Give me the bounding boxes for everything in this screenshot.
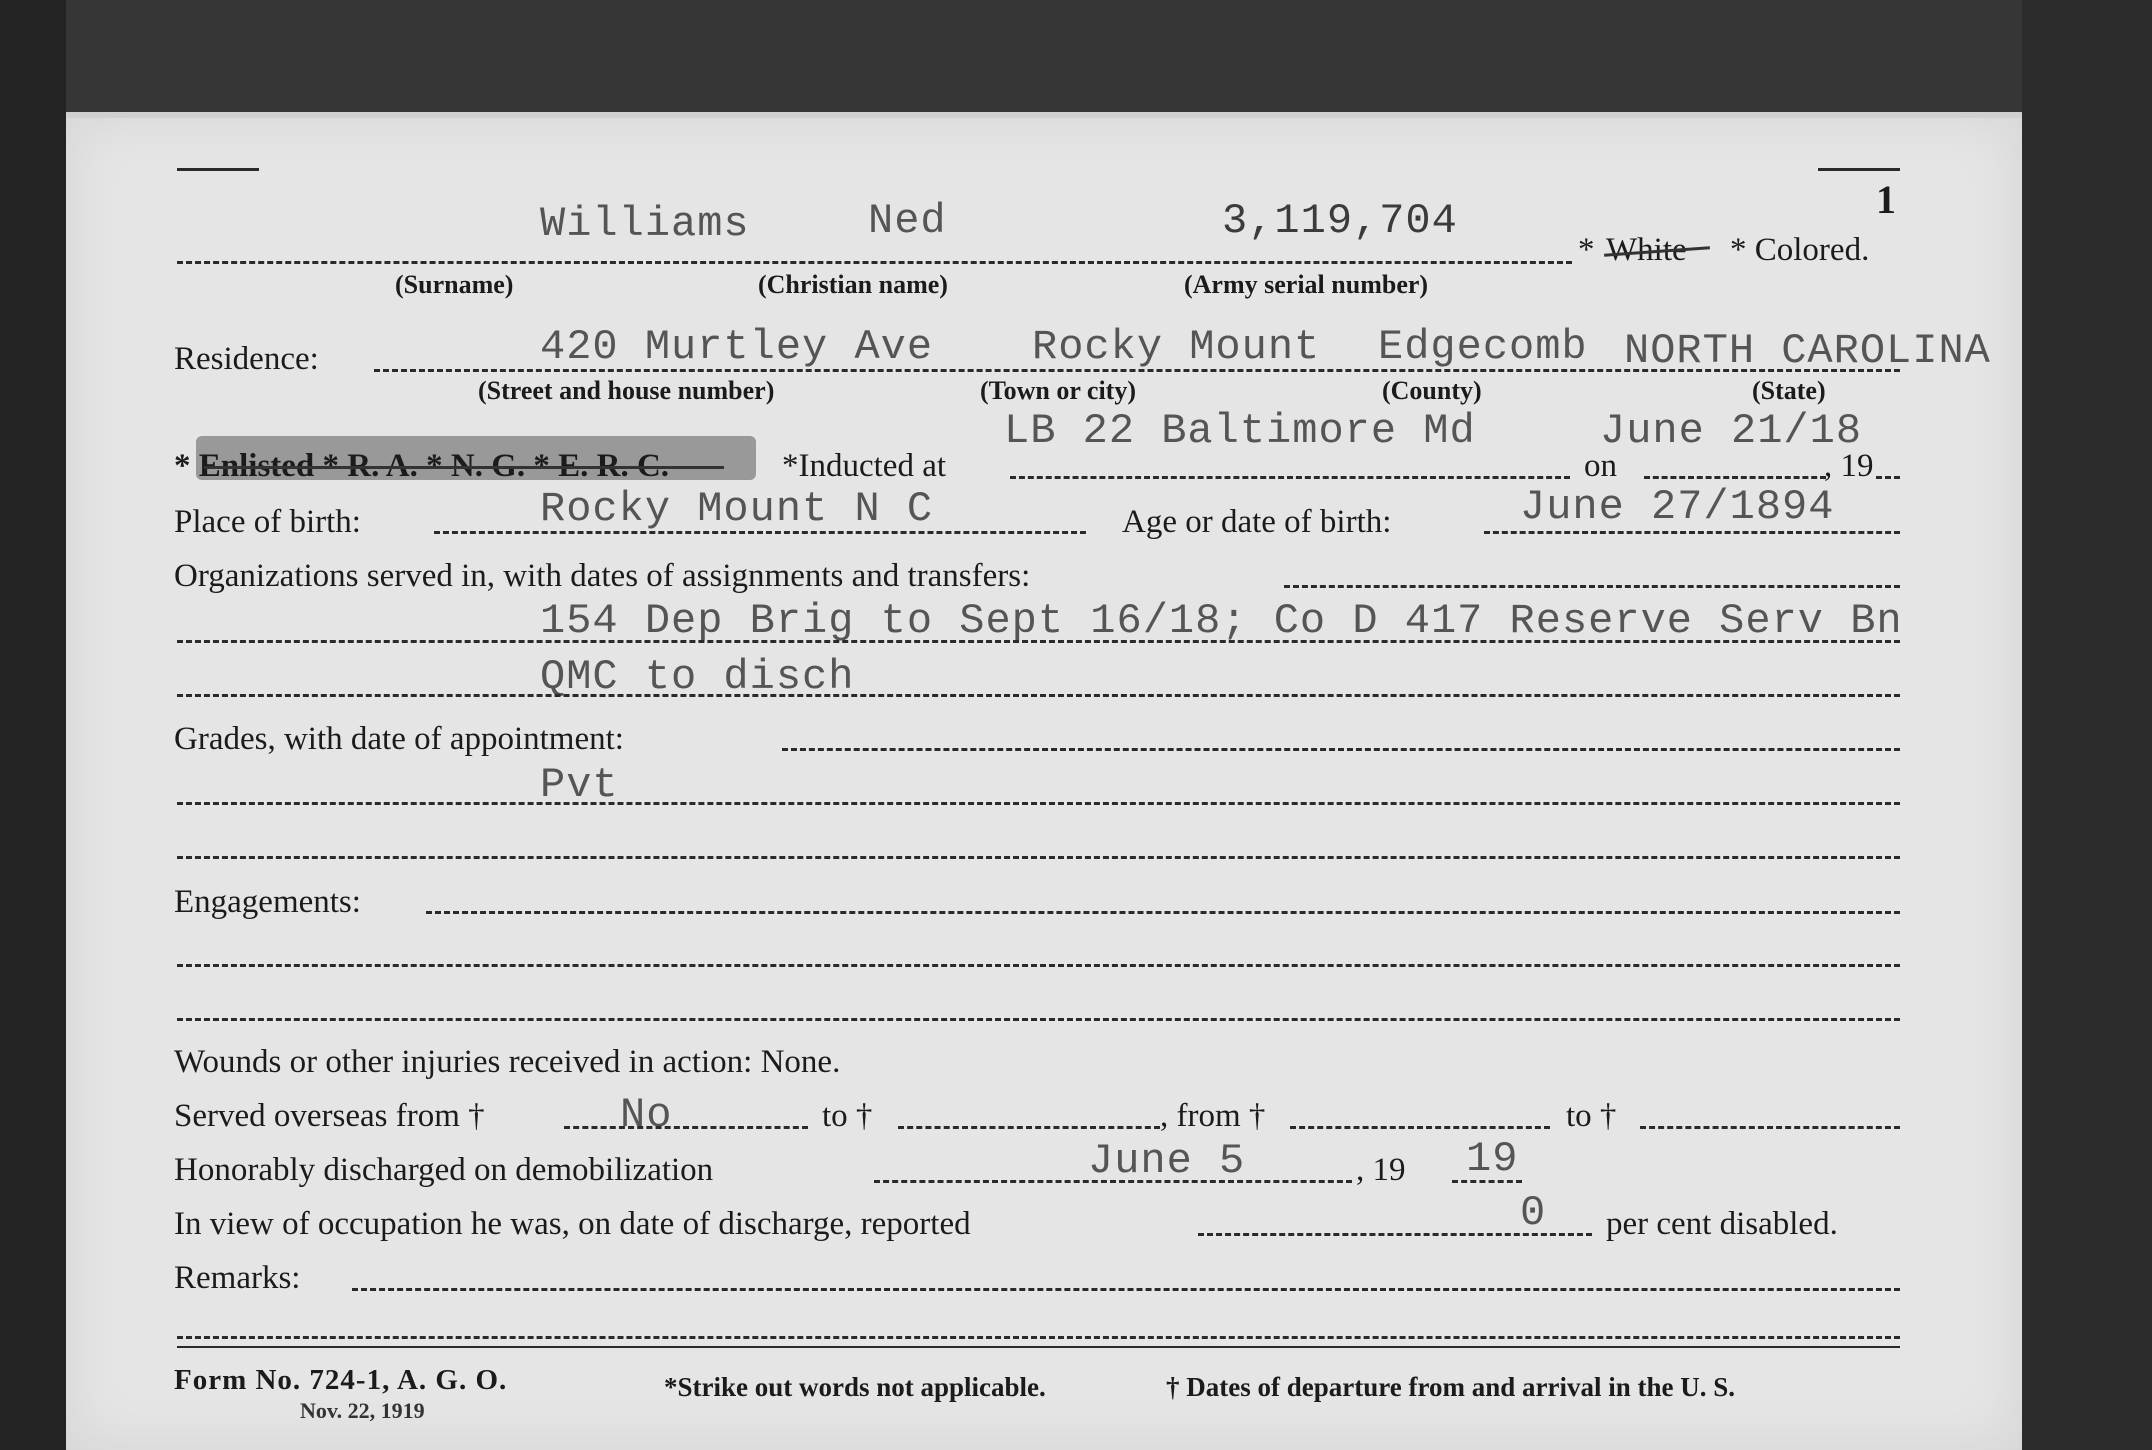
percent-disabled-value: 0	[1520, 1189, 1547, 1237]
scan-background-left	[0, 0, 66, 1450]
induction-year-line	[1876, 476, 1900, 479]
top-left-rule	[177, 168, 259, 171]
inducted-at-label: *Inducted at	[782, 448, 947, 484]
organizations-line-1	[177, 640, 1900, 643]
town-caption: (Town or city)	[980, 376, 1136, 405]
enlistment-strikeout	[204, 466, 724, 469]
scan-background-top	[0, 0, 2152, 112]
christian-name-caption: (Christian name)	[758, 270, 948, 299]
county-value: Edgecomb	[1378, 323, 1588, 371]
place-of-birth-value: Rocky Mount N C	[540, 485, 934, 533]
grades-value: Pvt	[540, 761, 619, 809]
organizations-value-line1: 154 Dep Brig to Sept 16/18; Co D 417 Reserve Serv Bn	[540, 597, 1903, 645]
state-caption: (State)	[1752, 376, 1826, 405]
organizations-label: Organizations served in, with dates of assignments and transfers:	[174, 558, 1031, 594]
engagements-line-2	[177, 1018, 1900, 1021]
grades-line-1	[177, 802, 1900, 805]
white-star: *	[1578, 232, 1595, 268]
form-number: Form No. 724-1, A. G. O.	[174, 1364, 508, 1396]
white-label: White	[1606, 232, 1687, 268]
overseas-to2-line	[1640, 1126, 1900, 1129]
strike-out-note: *Strike out words not applicable.	[664, 1372, 1046, 1402]
discharge-year-label: , 19	[1356, 1152, 1406, 1188]
per-cent-label: per cent disabled.	[1606, 1206, 1838, 1242]
engagements-line-0	[426, 911, 1900, 914]
organizations-line-2	[177, 694, 1900, 697]
name-line	[177, 261, 1572, 264]
overseas-from-line	[564, 1126, 808, 1129]
overseas-to-line	[898, 1126, 1160, 1129]
grades-line-0	[782, 748, 1900, 751]
colored-label: * Colored.	[1730, 232, 1870, 268]
card-top-edge	[66, 112, 2022, 118]
discharged-label: Honorably discharged on demobilization	[174, 1152, 714, 1188]
overseas-from2-line	[1290, 1126, 1550, 1129]
card-number: 1	[1876, 177, 1896, 222]
induction-date-value: June 21/18	[1600, 407, 1863, 455]
discharge-date-line	[874, 1180, 1352, 1183]
remarks-line-0	[352, 1288, 1900, 1291]
wounds-label: Wounds or other injuries received in action: None.	[174, 1044, 841, 1080]
street-caption: (Street and house number)	[478, 376, 775, 405]
street-value: 420 Murtley Ave	[540, 323, 934, 371]
overseas-to2-label: to †	[1566, 1098, 1617, 1134]
overseas-from-value: No	[620, 1091, 673, 1139]
induction-date-line	[1644, 476, 1826, 479]
place-of-birth-label: Place of birth:	[174, 504, 361, 540]
overseas-to-label: to †	[822, 1098, 873, 1134]
induction-year-label: , 19	[1824, 448, 1874, 484]
serial-number-caption: (Army serial number)	[1184, 270, 1429, 299]
place-of-birth-line	[434, 531, 1086, 534]
birth-date-line	[1484, 531, 1900, 534]
age-or-dob-label: Age or date of birth:	[1122, 504, 1392, 540]
inducted-at-value: LB 22 Baltimore Md	[1004, 407, 1476, 455]
top-right-rule	[1818, 168, 1900, 171]
serial-number-value: 3,119,704	[1222, 197, 1458, 245]
served-overseas-label: Served overseas from †	[174, 1098, 485, 1134]
grades-label: Grades, with date of appointment:	[174, 721, 624, 757]
surname-value: Williams	[540, 200, 750, 248]
overseas-from2-label: , from †	[1160, 1098, 1266, 1134]
residence-label: Residence:	[174, 341, 319, 377]
discharge-year-line	[1452, 1180, 1522, 1183]
remarks-label: Remarks:	[174, 1260, 301, 1296]
christian-name-value: Ned	[868, 197, 947, 245]
residence-line	[374, 369, 1900, 372]
occupation-label: In view of occupation he was, on date of discharge, reported	[174, 1206, 971, 1242]
service-record-card	[66, 112, 2022, 1450]
state-value: NORTH CAROLINA	[1624, 327, 1991, 375]
grades-line-2	[177, 856, 1900, 859]
dates-note: † Dates of departure from and arrival in the U. S.	[1166, 1372, 1735, 1402]
form-date: Nov. 22, 1919	[300, 1398, 425, 1423]
enlistment-options: * Enlisted * R. A. * N. G. * E. R. C.	[174, 448, 670, 484]
surname-caption: (Surname)	[395, 270, 514, 299]
engagements-label: Engagements:	[174, 884, 361, 920]
county-caption: (County)	[1382, 376, 1482, 405]
remarks-line-1	[177, 1336, 1900, 1339]
discharge-date-value: June 5	[1088, 1137, 1246, 1185]
discharge-year-value: 19	[1466, 1135, 1519, 1183]
birth-date-value: June 27/1894	[1520, 483, 1835, 531]
scan-background-right	[2022, 0, 2152, 1450]
town-value: Rocky Mount	[1032, 323, 1321, 371]
organizations-line-0	[1284, 585, 1900, 588]
engagements-line-1	[177, 964, 1900, 967]
on-label: on	[1584, 448, 1617, 484]
footer-rule	[177, 1346, 1900, 1348]
inducted-at-line	[1010, 476, 1570, 479]
organizations-value-line2: QMC to disch	[540, 653, 855, 701]
percent-disabled-line	[1198, 1233, 1592, 1236]
